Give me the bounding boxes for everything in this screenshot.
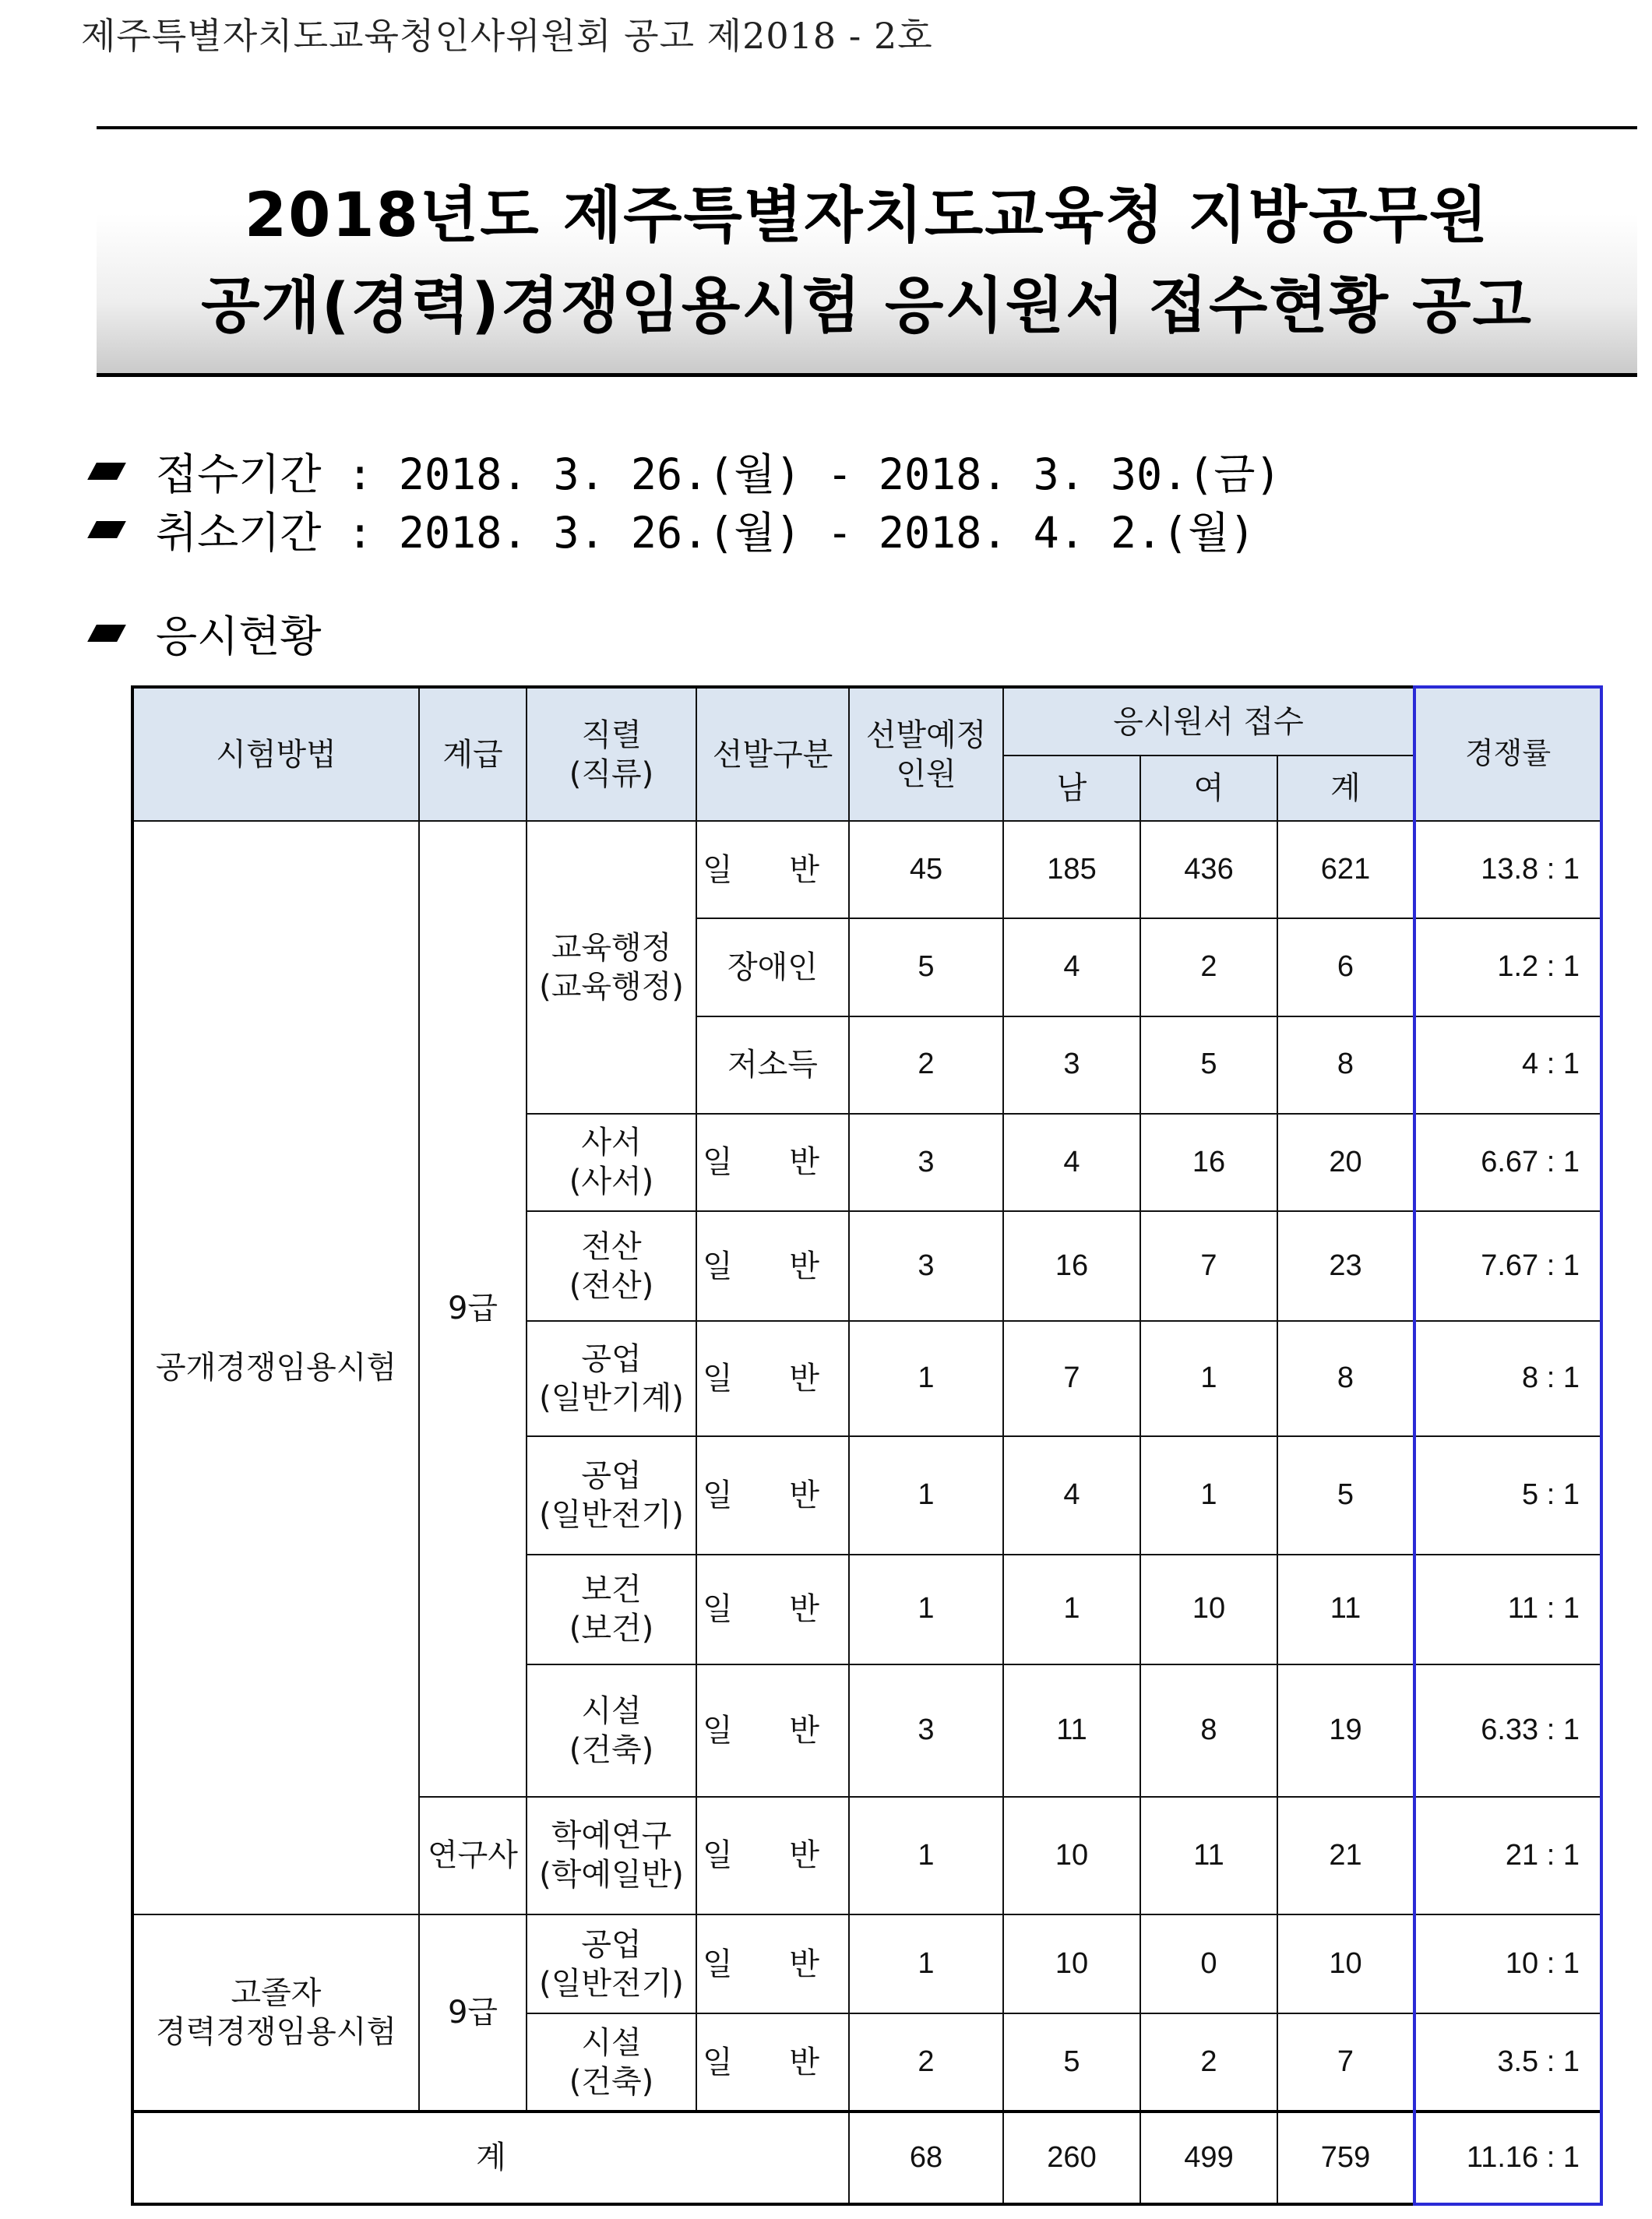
selection-cell: 저소득	[696, 1016, 849, 1114]
series-name: 보건	[581, 1572, 642, 1608]
total-cell: 20	[1277, 1114, 1414, 1211]
series-cell	[527, 1321, 696, 1435]
title-line-2: 공개(경력)경쟁임용시험 응시원서 접수현황 공고	[201, 271, 1533, 341]
bullet-icon	[87, 521, 126, 538]
header-applications: 응시원서 접수	[1003, 687, 1414, 756]
notice-number: 제주특별자치도교육청인사위원회 공고 제2018 - 2호	[81, 15, 933, 57]
total-cell: 11	[1277, 1555, 1414, 1664]
planned-cell: 2	[849, 2013, 1003, 2111]
application-status-table	[131, 685, 1603, 2206]
total-female: 499	[1140, 2112, 1277, 2204]
header-planned	[849, 687, 1003, 821]
series-name: 전산	[581, 1228, 642, 1265]
series-sub: (건축)	[569, 2063, 654, 2100]
total-label: 계	[132, 2112, 849, 2204]
male-cell: 4	[1003, 918, 1140, 1016]
header-grade: 계급	[419, 687, 527, 821]
total-total: 759	[1277, 2112, 1414, 2204]
header-total: 계	[1277, 756, 1414, 821]
total-cell: 8	[1277, 1321, 1414, 1435]
bullet-icon	[87, 625, 126, 642]
female-cell: 16	[1140, 1114, 1277, 1211]
planned-cell: 2	[849, 1016, 1003, 1114]
header-rate: 경쟁률	[1414, 687, 1601, 821]
selection-cell: 일 반	[696, 1914, 849, 2013]
planned-cell: 1	[849, 1321, 1003, 1435]
male-cell: 185	[1003, 821, 1140, 918]
male-cell: 4	[1003, 1114, 1140, 1211]
section-heading-text: 응시현황	[156, 611, 322, 661]
title-top-rule	[97, 126, 1637, 129]
rate-cell: 8 : 1	[1414, 1321, 1601, 1435]
male-cell: 16	[1003, 1211, 1140, 1321]
planned-cell: 1	[849, 1555, 1003, 1664]
rate-cell: 10 : 1	[1414, 1914, 1601, 2013]
selection-cell: 일 반	[696, 1114, 849, 1211]
series-sub: (일반전기)	[539, 1965, 684, 2002]
planned-cell: 45	[849, 821, 1003, 918]
total-cell: 8	[1277, 1016, 1414, 1114]
female-cell: 2	[1140, 918, 1277, 1016]
planned-cell: 3	[849, 1114, 1003, 1211]
series-cell	[527, 1914, 696, 2013]
group-graduate-line1: 고졸자	[231, 1974, 322, 2011]
series-sub: (전산)	[569, 1267, 654, 1304]
series-cell	[527, 2013, 696, 2111]
female-cell: 7	[1140, 1211, 1277, 1321]
rate-cell: 6.67 : 1	[1414, 1114, 1601, 1211]
rate-cell: 1.2 : 1	[1414, 918, 1601, 1016]
total-cell: 6	[1277, 918, 1414, 1016]
series-name: 공업	[581, 1926, 642, 1963]
cancellation-period	[87, 498, 1256, 560]
series-sub: (사서)	[569, 1164, 654, 1200]
total-cell: 23	[1277, 1211, 1414, 1321]
planned-cell: 1	[849, 1797, 1003, 1915]
planned-cell: 3	[849, 1664, 1003, 1797]
male-cell: 11	[1003, 1664, 1140, 1797]
total-cell: 10	[1277, 1914, 1414, 2013]
section-heading	[87, 602, 322, 664]
reception-period	[87, 440, 1281, 502]
header-method: 시험방법	[132, 687, 419, 821]
rate-cell: 11 : 1	[1414, 1555, 1601, 1664]
rate-cell: 13.8 : 1	[1414, 821, 1601, 918]
selection-cell: 일 반	[696, 1211, 849, 1321]
rate-cell: 21 : 1	[1414, 1797, 1601, 1915]
male-cell: 1	[1003, 1555, 1140, 1664]
female-cell: 2	[1140, 2013, 1277, 2111]
female-cell: 0	[1140, 1914, 1277, 2013]
header-series	[527, 687, 696, 821]
planned-cell: 3	[849, 1211, 1003, 1321]
series-cell	[527, 821, 696, 1114]
selection-cell: 일 반	[696, 1321, 849, 1435]
series-name: 공업	[581, 1341, 642, 1378]
group-open-competition: 공개경쟁임용시험	[132, 821, 419, 1914]
female-cell: 1	[1140, 1321, 1277, 1435]
selection-cell: 장애인	[696, 918, 849, 1016]
reception-period-text: 접수기간 : 2018. 3. 26.(월) - 2018. 3. 30.(금)	[156, 449, 1281, 499]
cancellation-period-text: 취소기간 : 2018. 3. 26.(월) - 2018. 4. 2.(월)	[156, 508, 1256, 558]
total-cell: 7	[1277, 2013, 1414, 2111]
header-series-bottom: (직류)	[569, 756, 654, 792]
selection-cell: 일 반	[696, 1436, 849, 1555]
group-graduate-career	[132, 1914, 419, 2112]
series-sub: (학예일반)	[539, 1857, 684, 1893]
female-cell: 10	[1140, 1555, 1277, 1664]
rate-cell: 6.33 : 1	[1414, 1664, 1601, 1797]
female-cell: 8	[1140, 1664, 1277, 1797]
series-cell	[527, 1114, 696, 1211]
total-male: 260	[1003, 2112, 1140, 2204]
rate-cell: 3.5 : 1	[1414, 2013, 1601, 2111]
series-sub: (보건)	[569, 1611, 654, 1647]
total-planned: 68	[849, 2112, 1003, 2204]
title-line-1: 2018년도 제주특별자치도교육청 지방공무원	[244, 181, 1490, 251]
title-bottom-rule	[97, 373, 1637, 377]
male-cell: 3	[1003, 1016, 1140, 1114]
selection-cell: 일 반	[696, 1555, 849, 1664]
total-cell: 21	[1277, 1797, 1414, 1915]
rate-cell: 7.67 : 1	[1414, 1211, 1601, 1321]
rate-cell: 4 : 1	[1414, 1016, 1601, 1114]
header-series-top: 직렬	[581, 717, 642, 753]
series-cell	[527, 1436, 696, 1555]
female-cell: 11	[1140, 1797, 1277, 1915]
total-cell: 621	[1277, 821, 1414, 918]
grade-9-graduate: 9급	[419, 1914, 527, 2112]
selection-cell: 일 반	[696, 1797, 849, 1915]
series-cell	[527, 1664, 696, 1797]
bullet-icon	[87, 463, 126, 480]
total-cell: 19	[1277, 1664, 1414, 1797]
header-female: 여	[1140, 756, 1277, 821]
total-rate: 11.16 : 1	[1414, 2112, 1601, 2204]
series-name: 시설	[581, 1692, 642, 1729]
series-cell	[527, 1555, 696, 1664]
female-cell: 5	[1140, 1016, 1277, 1114]
planned-cell: 1	[849, 1436, 1003, 1555]
female-cell: 436	[1140, 821, 1277, 918]
series-cell	[527, 1797, 696, 1915]
series-sub: (교육행정)	[539, 968, 684, 1005]
selection-cell: 일 반	[696, 1664, 849, 1797]
series-sub: (건축)	[569, 1731, 654, 1768]
series-sub: (일반전기)	[539, 1496, 684, 1533]
selection-cell: 일 반	[696, 2013, 849, 2111]
series-name: 학예연구	[551, 1818, 672, 1854]
series-sub: (일반기계)	[539, 1380, 684, 1417]
series-name: 시설	[581, 2024, 642, 2061]
planned-cell: 1	[849, 1914, 1003, 2013]
total-cell: 5	[1277, 1436, 1414, 1555]
female-cell: 1	[1140, 1436, 1277, 1555]
male-cell: 5	[1003, 2013, 1140, 2111]
header-male: 남	[1003, 756, 1140, 821]
selection-cell: 일 반	[696, 821, 849, 918]
header-planned-bottom: 인원	[896, 756, 956, 792]
series-name: 사서	[581, 1125, 642, 1161]
grade-researcher: 연구사	[419, 1797, 527, 1915]
rate-cell: 5 : 1	[1414, 1436, 1601, 1555]
male-cell: 4	[1003, 1436, 1140, 1555]
male-cell: 10	[1003, 1914, 1140, 2013]
series-name: 교육행정	[551, 929, 672, 966]
series-name: 공업	[581, 1457, 642, 1494]
group-graduate-line2: 경력경쟁임용시험	[155, 2013, 397, 2050]
header-planned-top: 선발예정	[865, 717, 987, 753]
male-cell: 7	[1003, 1321, 1140, 1435]
planned-cell: 5	[849, 918, 1003, 1016]
male-cell: 10	[1003, 1797, 1140, 1915]
header-selection: 선발구분	[696, 687, 849, 821]
series-cell	[527, 1211, 696, 1321]
grade-9-open: 9급	[419, 821, 527, 1797]
title-banner	[97, 126, 1637, 377]
